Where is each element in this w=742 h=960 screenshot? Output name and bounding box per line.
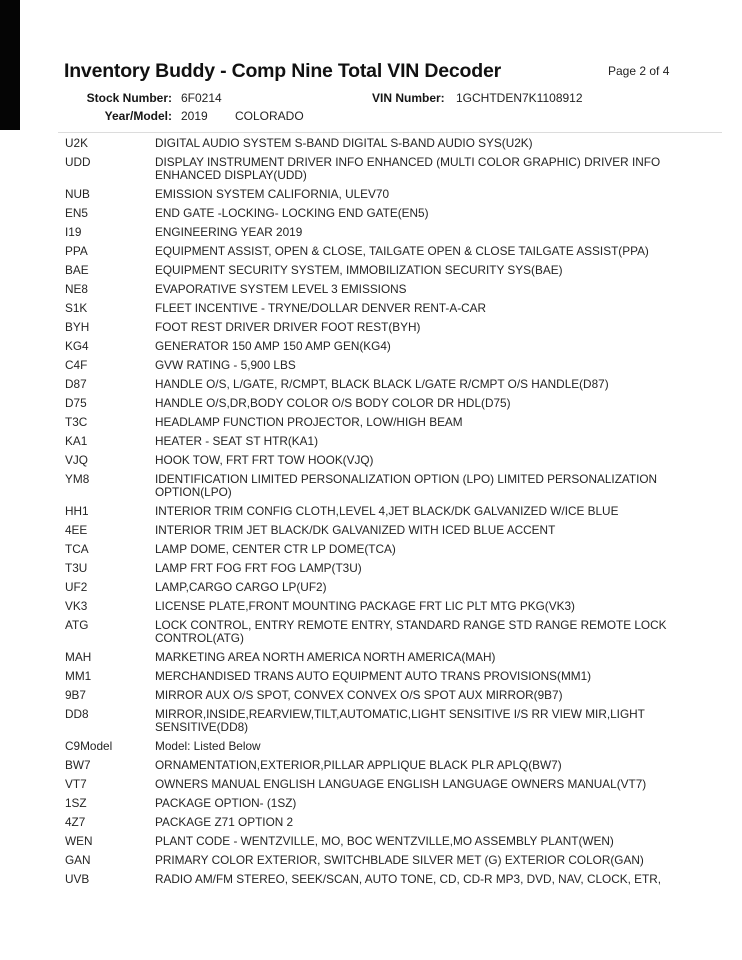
option-row [65, 854, 705, 867]
option-description: MIRROR,INSIDE,REARVIEW,TILT,AUTOMATIC,LIGHT SENSITIVE I/S RR VIEW MIR,LIGHT SENSITIVE(DD8) [155, 707, 645, 734]
option-code: 9B7 [65, 688, 86, 702]
option-code: ATG [65, 618, 89, 632]
option-row [65, 759, 705, 772]
option-code: DD8 [65, 707, 89, 721]
option-description: HOOK TOW, FRT FRT TOW HOOK(VJQ) [155, 453, 374, 467]
option-description: EQUIPMENT ASSIST, OPEN & CLOSE, TAILGATE OPEN & CLOSE TAILGATE ASSIST(PPA) [155, 244, 649, 258]
option-description: OWNERS MANUAL ENGLISH LANGUAGE ENGLISH LANGUAGE OWNERS MANUAL(VT7) [155, 777, 647, 791]
option-row [65, 435, 705, 448]
option-code: D75 [65, 396, 87, 410]
option-code: UDD [65, 155, 91, 169]
option-code: UVB [65, 872, 90, 886]
page-number-indicator: Page 2 of 4 [608, 64, 670, 78]
option-code: T3U [65, 561, 88, 575]
option-description: MIRROR AUX O/S SPOT, CONVEX CONVEX O/S SPOT AUX MIRROR(9B7) [155, 688, 563, 702]
option-row [65, 473, 705, 499]
option-code: 4EE [65, 523, 88, 537]
option-row [65, 378, 705, 391]
option-code: NE8 [65, 282, 88, 296]
option-code: HH1 [65, 504, 89, 518]
option-description: FLEET INCENTIVE - TRYNE/DOLLAR DENVER RENT-A-CAR [155, 301, 487, 315]
option-row [65, 600, 705, 613]
option-code: KG4 [65, 339, 89, 353]
option-code: PPA [65, 244, 88, 258]
option-row [65, 226, 705, 239]
header-divider [58, 132, 722, 133]
vin-number-value: 1GCHTDEN7K1108912 [456, 91, 583, 105]
option-description: GENERATOR 150 AMP 150 AMP GEN(KG4) [155, 339, 391, 353]
option-row [65, 283, 705, 296]
option-row [65, 245, 705, 258]
option-row [65, 543, 705, 556]
option-code: BW7 [65, 758, 91, 772]
option-description: EQUIPMENT SECURITY SYSTEM, IMMOBILIZATION SECURITY SYS(BAE) [155, 263, 563, 277]
option-description: IDENTIFICATION LIMITED PERSONALIZATION OPTION (LPO) LIMITED PERSONALIZATION OPTION(LPO) [155, 472, 658, 499]
option-row [65, 651, 705, 664]
option-row [65, 524, 705, 537]
option-code: TCA [65, 542, 89, 556]
option-code: MM1 [65, 669, 92, 683]
option-code: BYH [65, 320, 90, 334]
option-description: PRIMARY COLOR EXTERIOR, SWITCHBLADE SILVER MET (G) EXTERIOR COLOR(GAN) [155, 853, 644, 867]
option-code: GAN [65, 853, 91, 867]
option-code: KA1 [65, 434, 88, 448]
option-description: PACKAGE OPTION- (1SZ) [155, 796, 297, 810]
stock-number-label: Stock Number: [86, 91, 172, 105]
option-code: 4Z7 [65, 815, 86, 829]
option-row [65, 454, 705, 467]
option-description: Model: Listed Below [155, 739, 261, 753]
option-row [65, 397, 705, 410]
option-description: EVAPORATIVE SYSTEM LEVEL 3 EMISSIONS [155, 282, 407, 296]
year-value: 2019 [181, 109, 208, 123]
options-list [65, 137, 705, 892]
option-description: MERCHANDISED TRANS AUTO EQUIPMENT AUTO TRANS PROVISIONS(MM1) [155, 669, 592, 683]
option-code: S1K [65, 301, 88, 315]
option-row [65, 797, 705, 810]
scan-artifact-bar [0, 0, 20, 130]
option-description: EMISSION SYSTEM CALIFORNIA, ULEV70 [155, 187, 390, 201]
stock-number-value: 6F0214 [181, 91, 222, 105]
option-code: MAH [65, 650, 92, 664]
option-description: LAMP,CARGO CARGO LP(UF2) [155, 580, 327, 594]
option-code: VJQ [65, 453, 88, 467]
option-row [65, 619, 705, 645]
option-code: VK3 [65, 599, 88, 613]
option-description: INTERIOR TRIM CONFIG CLOTH,LEVEL 4,JET BLACK/DK GALVANIZED W/ICE BLUE [155, 504, 619, 518]
year-model-label: Year/Model: [104, 109, 172, 123]
option-code: UF2 [65, 580, 88, 594]
option-row [65, 873, 705, 886]
option-description: HEADLAMP FUNCTION PROJECTOR, LOW/HIGH BEAM [155, 415, 463, 429]
option-row [65, 835, 705, 848]
option-row [65, 740, 705, 753]
option-row [65, 689, 705, 702]
option-description: ENGINEERING YEAR 2019 [155, 225, 303, 239]
option-code: 1SZ [65, 796, 87, 810]
option-description: GVW RATING - 5,900 LBS [155, 358, 296, 372]
model-value: COLORADO [235, 109, 304, 123]
option-code: C9Model [65, 739, 113, 753]
option-description: MARKETING AREA NORTH AMERICA NORTH AMERICA(MAH) [155, 650, 496, 664]
option-description: HANDLE O/S,DR,BODY COLOR O/S BODY COLOR DR HDL(D75) [155, 396, 511, 410]
option-code: C4F [65, 358, 88, 372]
option-description: RADIO AM/FM STEREO, SEEK/SCAN, AUTO TONE, CD, CD-R MP3, DVD, NAV, CLOCK, ETR, [155, 872, 662, 886]
option-description: PACKAGE Z71 OPTION 2 [155, 815, 294, 829]
option-description: INTERIOR TRIM JET BLACK/DK GALVANIZED WITH ICED BLUE ACCENT [155, 523, 556, 537]
option-code: U2K [65, 136, 88, 150]
option-code: D87 [65, 377, 87, 391]
option-code: YM8 [65, 472, 90, 486]
option-description: LOCK CONTROL, ENTRY REMOTE ENTRY, STANDARD RANGE STD RANGE REMOTE LOCK CONTROL(ATG) [155, 618, 667, 645]
option-row [65, 708, 705, 734]
option-row [65, 562, 705, 575]
option-code: EN5 [65, 206, 88, 220]
option-description: HEATER - SEAT ST HTR(KA1) [155, 434, 318, 448]
option-row [65, 581, 705, 594]
option-code: T3C [65, 415, 88, 429]
option-description: LAMP DOME, CENTER CTR LP DOME(TCA) [155, 542, 396, 556]
vin-number-label: VIN Number: [372, 91, 445, 105]
option-code: BAE [65, 263, 89, 277]
option-code: NUB [65, 187, 90, 201]
page-title: Inventory Buddy - Comp Nine Total VIN Decoder [64, 60, 502, 82]
option-description: END GATE -LOCKING- LOCKING END GATE(EN5) [155, 206, 429, 220]
option-description: DIGITAL AUDIO SYSTEM S-BAND DIGITAL S-BAND AUDIO SYS(U2K) [155, 136, 533, 150]
option-code: WEN [65, 834, 93, 848]
option-description: ORNAMENTATION,EXTERIOR,PILLAR APPLIQUE BLACK PLR APLQ(BW7) [155, 758, 562, 772]
option-row [65, 505, 705, 518]
option-description: DISPLAY INSTRUMENT DRIVER INFO ENHANCED (MULTI COLOR GRAPHIC) DRIVER INFO ENHANCED DISPLAY(UDD) [155, 155, 661, 182]
option-row [65, 778, 705, 791]
option-row [65, 416, 705, 429]
option-row [65, 207, 705, 220]
option-description: LAMP FRT FOG FRT FOG LAMP(T3U) [155, 561, 362, 575]
option-row [65, 188, 705, 201]
option-row [65, 137, 705, 150]
option-row [65, 340, 705, 353]
option-row [65, 670, 705, 683]
option-row [65, 302, 705, 315]
option-code: I19 [65, 225, 82, 239]
option-row [65, 816, 705, 829]
option-description: LICENSE PLATE,FRONT MOUNTING PACKAGE FRT LIC PLT MTG PKG(VK3) [155, 599, 575, 613]
option-description: PLANT CODE - WENTZVILLE, MO, BOC WENTZVILLE,MO ASSEMBLY PLANT(WEN) [155, 834, 614, 848]
option-row [65, 321, 705, 334]
option-row [65, 359, 705, 372]
option-row [65, 264, 705, 277]
option-description: HANDLE O/S, L/GATE, R/CMPT, BLACK BLACK L/GATE R/CMPT O/S HANDLE(D87) [155, 377, 609, 391]
option-description: FOOT REST DRIVER DRIVER FOOT REST(BYH) [155, 320, 421, 334]
option-row [65, 156, 705, 182]
option-code: VT7 [65, 777, 87, 791]
